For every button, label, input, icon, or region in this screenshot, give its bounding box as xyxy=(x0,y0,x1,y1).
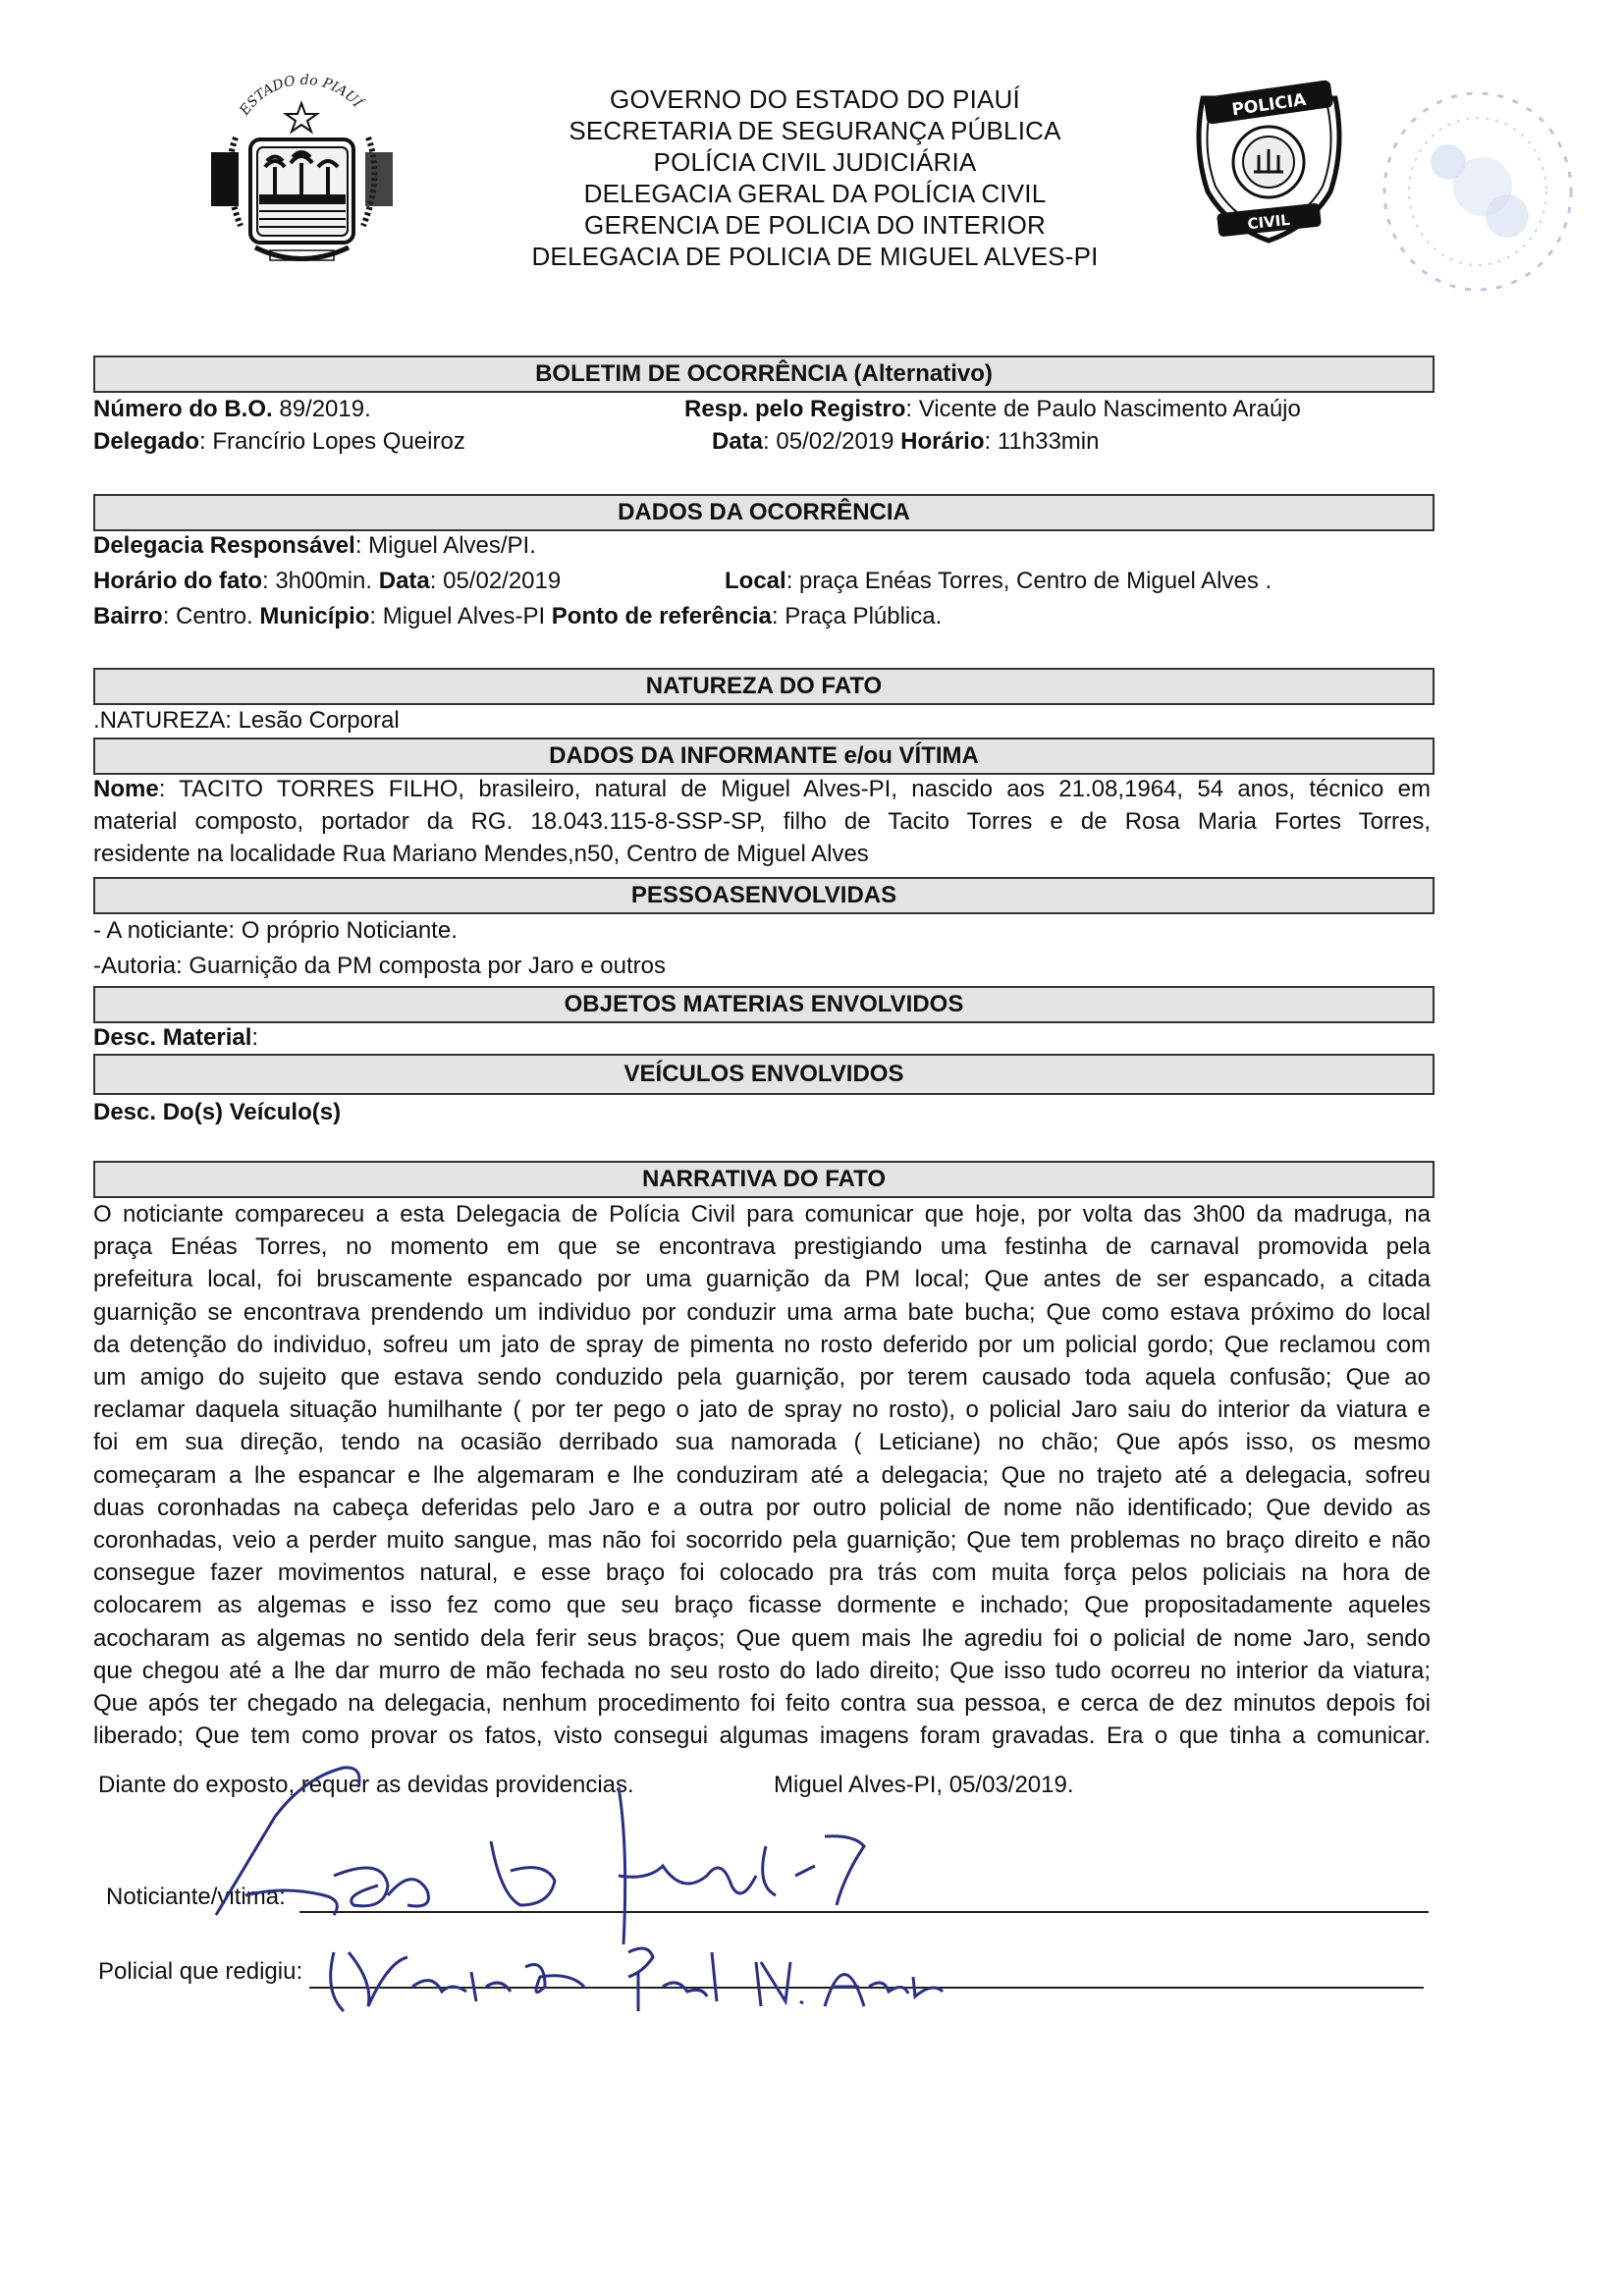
informante-line: residente na localidade Rua Mariano Mendes,n50, Centro de Miguel Alves xyxy=(93,841,869,868)
data-fato-value: : 05/02/2019 xyxy=(429,568,562,594)
narrativa-line: colocarem as algemas e isso fez como que seu braço ficasse dormente e inchado; Que propositadamente aqueles xyxy=(93,1592,1431,1619)
bo-number-label: Número do B.O. xyxy=(93,396,273,422)
header-line: DELEGACIA DE POLICIA DE MIGUEL ALVES-PI xyxy=(531,242,1099,271)
desc-material xyxy=(93,1023,258,1053)
horario-value: : 11h33min xyxy=(984,428,1100,455)
narrativa-line: duas coronhadas na cabeça deferidas pelo Jaro e a outra por outro policial de nome não identificado; Que devido as xyxy=(93,1494,1431,1521)
referencia-value: : Praça Plública. xyxy=(771,603,943,629)
police-badge-icon xyxy=(1183,79,1355,250)
desc-veiculos xyxy=(93,1098,341,1127)
horario-fato-label: Horário do fato xyxy=(93,568,262,594)
pessoas-line: - A noticiante: O próprio Noticiante. xyxy=(93,917,458,944)
narrativa-line: praça Enéas Torres, no momento em que se encontrava prestigiando uma festinha de carnaval promovida pela xyxy=(93,1233,1431,1261)
badge-top-text: POLICIA xyxy=(1230,89,1308,121)
municipio-label: Município xyxy=(259,603,370,629)
narrativa-line: um amigo do sujeito que estava sendo conduzido pela guarnição, por terem causado toda aquela confusão; Que ao xyxy=(93,1364,1431,1392)
header-line: GERENCIA DE POLICIA DO INTERIOR xyxy=(584,210,1046,240)
narrativa-line: coronhadas, veio a perder muito sangue, mas não foi socorrido pela guarnição; Que tem problemas no braço direito e não xyxy=(93,1527,1431,1555)
bairro-municipio xyxy=(93,602,942,631)
delegado-value: : Francírio Lopes Queiroz xyxy=(199,428,465,455)
section-header-boletim: BOLETIM DE OCORRÊNCIA (Alternativo) xyxy=(93,355,1435,393)
policial-label: Policial que redigiu: xyxy=(98,1958,303,1985)
horario-fato-value: : 3h00min. xyxy=(262,568,379,594)
informante-text xyxy=(93,773,1431,871)
badge-bottom-text: CIVIL xyxy=(1246,210,1291,234)
section-header-pessoas: PESSOASENVOLVIDAS xyxy=(93,877,1435,914)
delegacia-value: : Miguel Alves/PI. xyxy=(354,532,536,559)
informante-line: material composto, portador da RG. 18.043.115-8-SSP-SP, filho de Tacito Torres e de Rosa Maria Fortes Torres, xyxy=(93,808,1431,836)
narrativa-closing: Diante do exposto, requer as devidas providencias. xyxy=(98,1772,634,1798)
coat-of-arms-text: ESTADO do PIAUÍ xyxy=(237,72,365,119)
desc-material-value: : xyxy=(251,1024,259,1051)
bairro-label: Bairro xyxy=(93,603,163,629)
place-date: Miguel Alves-PI, 05/03/2019. xyxy=(774,1772,1074,1798)
narrativa-line: guarnição se encontrava prendendo um individuo por conduzir uma arma bate bucha; Que como estava próximo do local xyxy=(93,1298,1431,1326)
header-line: DELEGACIA GERAL DA POLÍCIA CIVIL xyxy=(583,179,1047,208)
bo-number xyxy=(93,395,371,424)
section-header-objetos: OBJETOS MATERIAS ENVOLVIDOS xyxy=(93,986,1435,1023)
noticiante-label: Noticiante/vitima: xyxy=(106,1884,286,1910)
narrativa-line: Que após ter chegado na delegacia, nenhum procedimento foi feito contra sua pessoa, e cerca de dez minutos depois foi xyxy=(93,1690,1431,1718)
nome-label: Nome xyxy=(93,776,159,802)
local-fato xyxy=(725,567,1272,596)
informante-line xyxy=(93,773,1431,805)
local-value: : praça Enéas Torres, Centro de Miguel Alves . xyxy=(785,568,1272,594)
header-line: POLÍCIA CIVIL JUDICIÁRIA xyxy=(653,147,977,177)
municipio-value: : Miguel Alves-PI xyxy=(369,603,552,629)
local-label: Local xyxy=(725,568,786,594)
desc-material-label: Desc. Material xyxy=(93,1024,252,1051)
resp-label: Resp. pelo Registro xyxy=(684,396,906,422)
desc-veiculos-label: Desc. Do(s) Veículo(s) xyxy=(93,1099,342,1125)
narrativa-line: reclamar daquela situação humilhante ( por ter pego o jato de spray no rosto), o policial Jaro saiu do interior da viatura e xyxy=(93,1396,1431,1424)
data-fato-label: Data xyxy=(378,568,430,594)
natureza-text: .NATUREZA: Lesão Corporal xyxy=(93,707,400,734)
horario-label: Horário xyxy=(900,428,985,455)
narrativa-line: liberado; Que tem como provar os fatos, visto consegui algumas imagens foram gravadas. Era o que tinha a comunicar. xyxy=(93,1722,1431,1750)
section-header-natureza: NATUREZA DO FATO xyxy=(93,668,1435,705)
section-header-informante: DADOS DA INFORMANTE e/ou VÍTIMA xyxy=(93,738,1435,775)
bairro-value: : Centro. xyxy=(162,603,260,629)
nome-value: : TACITO TORRES FILHO, brasileiro, natural de Miguel Alves-PI, nascido aos 21.08,1964, 54 anos, técnico em xyxy=(158,776,1431,802)
narrativa-line: acocharam as algemas no sentido dela ferir seus braços; Que quem mais lhe agrediu foi o policial de nome Jaro, sendo xyxy=(93,1624,1431,1652)
narrativa-line: que chegou até a lhe dar murro de mão fechada no seu rosto do lado direito; Que isso tudo ocorreu no interior da viatura; xyxy=(93,1657,1431,1684)
policial-signature xyxy=(314,1933,952,2021)
pessoas-line: -Autoria: Guarnição da PM composta por Jaro e outros xyxy=(93,953,666,979)
narrativa-line: foi em sua direção, tendo na ocasião derribado sua namorada ( Leticiane) no chão; Que após isso, os mesmo xyxy=(93,1429,1431,1456)
referencia-label: Ponto de referência xyxy=(551,603,772,629)
delegacia-responsavel xyxy=(93,531,536,561)
ink-stamp-icon xyxy=(1360,69,1596,314)
delegacia-label: Delegacia Responsável xyxy=(93,532,355,559)
section-header-ocorrencia: DADOS DA OCORRÊNCIA xyxy=(93,494,1435,531)
data-value: : 05/02/2019 xyxy=(763,428,901,455)
bo-number-value: 89/2019. xyxy=(272,396,371,422)
resp-value: : Vicente de Paulo Nascimento Araújo xyxy=(905,396,1301,422)
narrativa-line: da detenção do individuo, sofreu um jato de spray de pimenta no rosto deferido por um policial gordo; Que reclamou com xyxy=(93,1331,1431,1358)
bo-data-horario xyxy=(712,427,1099,457)
header-line: SECRETARIA DE SEGURANÇA PÚBLICA xyxy=(568,116,1061,145)
horario-data-fato xyxy=(93,567,561,596)
bo-delegado xyxy=(93,427,465,457)
narrativa-line: começaram a lhe espancar e lhe algemaram e lhe conduziram até a delegacia; Que no trajeto até a delegacia, sofreu xyxy=(93,1461,1431,1489)
data-label: Data xyxy=(712,428,764,455)
bo-responsavel xyxy=(684,395,1301,424)
section-header-narrativa: NARRATIVA DO FATO xyxy=(93,1161,1435,1198)
section-header-veiculos: VEÍCULOS ENVOLVIDOS xyxy=(93,1054,1435,1095)
narrativa-line: O noticiante compareceu a esta Delegacia de Polícia Civil para comunicar que hoje, por volta das 3h00 da madruga, na xyxy=(93,1201,1431,1228)
header-line: GOVERNO DO ESTADO DO PIAUÍ xyxy=(610,84,1020,114)
narrativa-text xyxy=(93,1198,1431,1752)
delegado-label: Delegado xyxy=(93,428,200,455)
narrativa-line: prefeitura local, foi bruscamente espancado por uma guarnição da PM local; Que antes de ser espancado, a citada xyxy=(93,1266,1431,1293)
agency-header xyxy=(471,83,1159,272)
narrativa-line: consegue fazer movimentos natural, e esse braço foi colocado pra trás com muita força pelos policiais na hora de xyxy=(93,1559,1431,1587)
state-coat-of-arms-icon xyxy=(196,69,407,280)
noticiante-signature xyxy=(177,1748,923,1944)
